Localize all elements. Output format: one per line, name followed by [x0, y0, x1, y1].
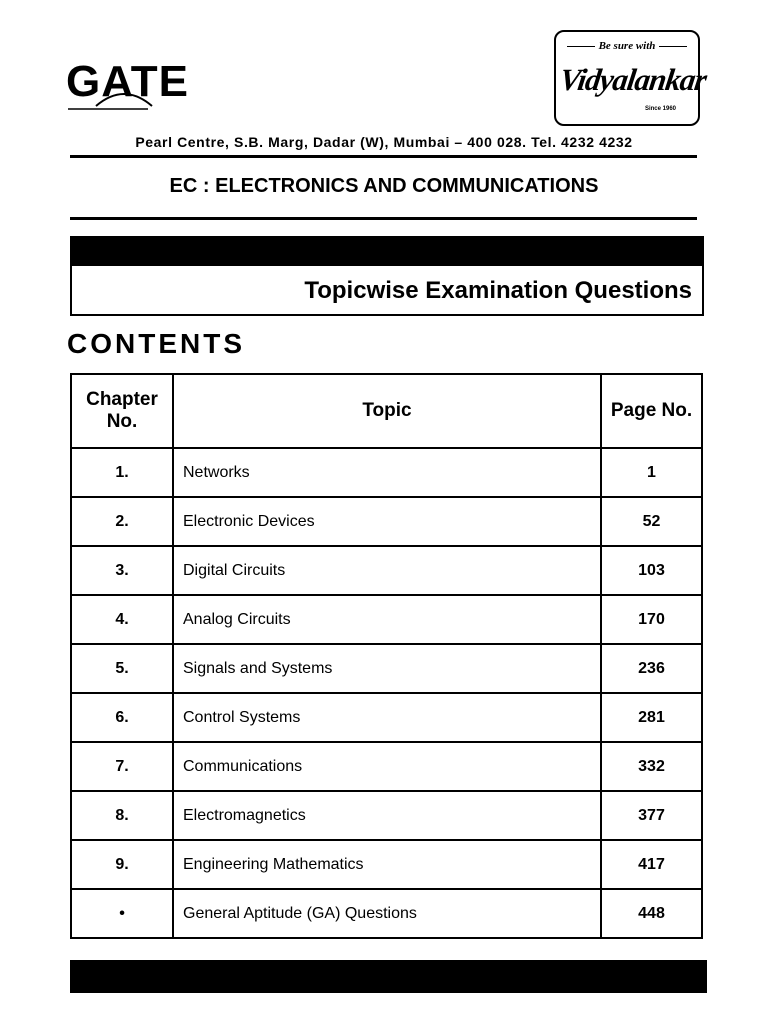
table-row — [71, 840, 702, 889]
footer-bar — [70, 960, 707, 993]
gate-logo — [66, 57, 189, 112]
chapter-topic: Electronic Devices — [173, 497, 601, 546]
chapter-page: 103 — [601, 546, 702, 595]
header-chapter-no: Chapter No. — [71, 374, 173, 448]
title-box — [70, 236, 704, 316]
chapter-page: 52 — [601, 497, 702, 546]
table-row — [71, 889, 702, 938]
chapter-page: 236 — [601, 644, 702, 693]
table-row — [71, 693, 702, 742]
table-row — [71, 497, 702, 546]
chapter-number: 2. — [71, 497, 173, 546]
chapter-topic: Engineering Mathematics — [173, 840, 601, 889]
table-row — [71, 595, 702, 644]
vidyalankar-badge — [554, 30, 709, 126]
chapter-topic: Control Systems — [173, 693, 601, 742]
chapter-number: 6. — [71, 693, 173, 742]
title-bar — [72, 238, 702, 266]
chapter-topic: Electromagnetics — [173, 791, 601, 840]
chapter-number: 4. — [71, 595, 173, 644]
chapter-page: 377 — [601, 791, 702, 840]
table-header-row — [71, 374, 702, 448]
chapter-bullet: • — [71, 889, 173, 938]
header-page-no: Page No. — [601, 374, 702, 448]
table-row — [71, 742, 702, 791]
subject-divider — [70, 217, 697, 220]
chapter-number: 5. — [71, 644, 173, 693]
chapter-topic: Analog Circuits — [173, 595, 601, 644]
chapter-page: 281 — [601, 693, 702, 742]
chapter-topic: Digital Circuits — [173, 546, 601, 595]
chapter-topic: General Aptitude (GA) Questions — [173, 889, 601, 938]
subject-heading: EC : ELECTRONICS AND COMMUNICATIONS — [169, 175, 599, 197]
contents-table — [70, 373, 703, 939]
chapter-number: 8. — [71, 791, 173, 840]
chapter-number: 7. — [71, 742, 173, 791]
chapter-number: 9. — [71, 840, 173, 889]
chapter-page: 448 — [601, 889, 702, 938]
chapter-number: 3. — [71, 546, 173, 595]
chapter-number: 1. — [71, 448, 173, 497]
gate-logo-arch-icon — [66, 60, 186, 112]
chapter-topic: Communications — [173, 742, 601, 791]
header-topic: Topic — [173, 374, 601, 448]
chapter-topic: Signals and Systems — [173, 644, 601, 693]
table-row — [71, 546, 702, 595]
badge-since: Since 1960 — [644, 106, 676, 112]
badge-tagline: Be sure with — [556, 40, 698, 52]
chapter-page: 332 — [601, 742, 702, 791]
address-line: Pearl Centre, S.B. Marg, Dadar (W), Mumbai – 400 028. Tel. 4232 4232 — [135, 134, 633, 150]
document-title: Topicwise Examination Questions — [304, 277, 692, 304]
table-row — [71, 644, 702, 693]
contents-heading: CONTENTS — [67, 328, 245, 359]
table-row — [71, 448, 702, 497]
gate-logo-text: GATE — [66, 57, 189, 106]
chapter-page: 417 — [601, 840, 702, 889]
chapter-page: 170 — [601, 595, 702, 644]
chapter-topic: Networks — [173, 448, 601, 497]
header-divider — [70, 155, 697, 158]
badge-brand-name: Vidyalankar — [557, 62, 709, 97]
table-row — [71, 791, 702, 840]
chapter-page: 1 — [601, 448, 702, 497]
